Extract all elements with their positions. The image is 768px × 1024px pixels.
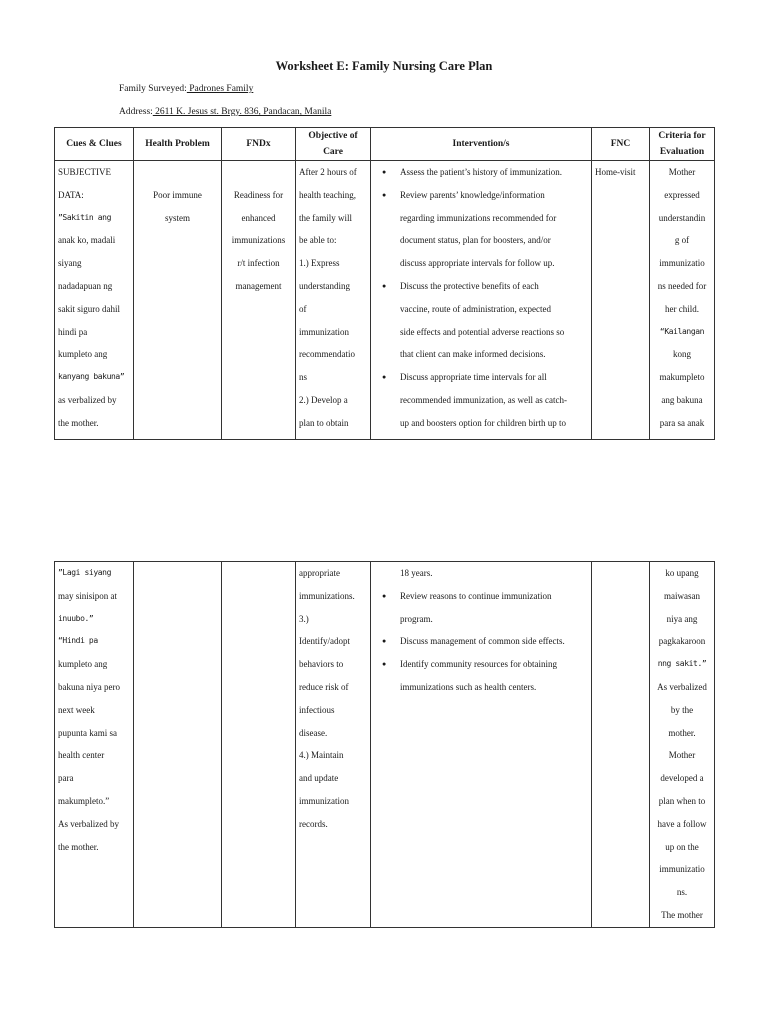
intervention-line: up and boosters option for children birth up to xyxy=(400,417,566,428)
intervention-line: side effects and potential adverse reactions so xyxy=(400,326,565,337)
intervention-item: ● Review reasons to continue immunization xyxy=(400,585,588,608)
text-line: “Hindi pa xyxy=(58,636,98,646)
intervention-line: that client can make informed decisions. xyxy=(400,349,546,360)
interventions-cell xyxy=(371,161,592,440)
header-criteria: Criteria for Evaluation xyxy=(650,128,715,161)
text-line: 4.) Maintain xyxy=(299,750,344,761)
criteria-cell xyxy=(650,161,715,440)
text-line: have a follow xyxy=(657,818,707,829)
text-line: nadadapuan ng xyxy=(58,280,113,291)
health-problem-cell xyxy=(134,562,222,928)
intervention-item: ● Assess the patient’s history of immunization. xyxy=(400,161,588,184)
fnc-cell xyxy=(592,562,650,928)
intervention-item: ● Review parents’ knowledge/information xyxy=(400,184,588,207)
text-line: As verbalized xyxy=(657,681,707,692)
family-surveyed-line xyxy=(119,84,253,94)
text-line: understandin xyxy=(658,212,706,223)
text-line: developed a xyxy=(660,773,704,784)
intervention-line: vaccine, route of administration, expected xyxy=(400,303,551,314)
text-line: immunization xyxy=(299,326,349,337)
text-line: r/t infection xyxy=(237,258,280,269)
text-line: of xyxy=(299,303,307,314)
header-row xyxy=(55,128,715,161)
text-line: records. xyxy=(299,818,328,829)
text-line: by the xyxy=(670,704,694,715)
text-line: as verbalized by xyxy=(58,394,117,405)
text-line: ns xyxy=(299,372,308,383)
text-line: kumpleto ang xyxy=(58,659,108,670)
header-cues: Cues & Clues xyxy=(55,128,134,161)
text-line xyxy=(137,161,218,184)
text-line: niya ang xyxy=(666,613,698,624)
cues-cell xyxy=(55,562,134,928)
text-line: maiwasan xyxy=(664,590,700,601)
text-line: immunizations. xyxy=(299,590,355,601)
header-fndx: FNDx xyxy=(222,128,296,161)
text-line: ang bakuna xyxy=(661,394,703,405)
intervention-line: immunizations such as health centers. xyxy=(400,681,537,692)
family-surveyed-label: Family Surveyed: xyxy=(119,84,187,94)
text-line: kanyang bakuna” xyxy=(58,372,125,382)
text-line: her child. xyxy=(665,303,699,314)
text-line: health center xyxy=(58,750,105,761)
text-line: enhanced xyxy=(241,212,276,223)
text-line: next week xyxy=(58,704,95,715)
text-line: 2.) Develop a xyxy=(299,394,348,405)
health-problem-cell xyxy=(134,161,222,440)
care-plan-table-1 xyxy=(54,127,715,440)
header-objective: Objective of Care xyxy=(296,128,371,161)
care-plan-table-2 xyxy=(54,561,715,928)
objective-cell xyxy=(296,562,371,928)
criteria-cell xyxy=(650,562,715,928)
text-line: inuubo.” xyxy=(58,613,94,623)
text-line: “Kailangan xyxy=(659,326,705,336)
intervention-line: recommended immunization, as well as catch- xyxy=(400,394,567,405)
text-line: may sinisipon at xyxy=(58,590,117,601)
text-line: ko upang xyxy=(665,568,699,578)
text-line: As verbalized by xyxy=(58,818,119,829)
text-line: Identify/adopt xyxy=(299,636,350,647)
text-line: plan when to xyxy=(658,795,706,806)
text-line: makumpleto.” xyxy=(58,795,110,806)
text-line: ns needed for xyxy=(657,280,707,291)
text-line: nng sakit.” xyxy=(657,659,707,669)
text-line: the mother. xyxy=(58,841,99,852)
text-line: pagkakaroon xyxy=(658,636,706,647)
intervention-line: program. xyxy=(400,613,433,624)
text-line: After 2 hours of xyxy=(299,167,357,177)
text-line: infectious xyxy=(299,704,335,715)
interventions-cell xyxy=(371,562,592,928)
table-row xyxy=(55,161,715,440)
text-line: ns. xyxy=(676,887,688,898)
text-line: ”Lagi siyang xyxy=(58,568,111,577)
fndx-cell xyxy=(222,161,296,440)
text-line: ”Sakitin ang xyxy=(58,212,111,222)
text-line: immunization xyxy=(299,795,349,806)
text-line: up on the xyxy=(665,841,699,852)
text-line: recommendatio xyxy=(299,349,355,360)
text-line: reduce risk of xyxy=(299,681,349,692)
text-line: appropriate xyxy=(299,568,340,578)
text-line: DATA: xyxy=(58,189,84,200)
text-line: Mother xyxy=(668,750,696,761)
text-line: para xyxy=(58,773,74,784)
text-line: immunizatio xyxy=(659,864,705,875)
text-line: sakit siguro dahil xyxy=(58,303,120,314)
text-line: siyang xyxy=(58,258,82,269)
text-line: plan to obtain xyxy=(299,417,349,428)
text-line: pupunta kami sa xyxy=(58,727,117,738)
text-line: behaviors to xyxy=(299,659,344,670)
text-line: the family will xyxy=(299,212,352,223)
text-line: kumpleto ang xyxy=(58,349,108,360)
intervention-item: ● Discuss management of common side effects. xyxy=(400,630,588,653)
text-line: management xyxy=(235,280,282,291)
text-line: Readiness for xyxy=(233,189,284,200)
text-line: the mother. xyxy=(58,417,99,428)
intervention-line: document status, plan for boosters, and/or xyxy=(400,235,551,246)
text-line: 1.) Express xyxy=(299,258,340,269)
intervention-line: 18 years. xyxy=(400,568,433,578)
intervention-item: ● Identify community resources for obtaining xyxy=(400,653,588,676)
intervention-line: regarding immunizations recommended for xyxy=(400,212,557,223)
address-value: 2611 K. Jesus st. Brgy. 836, Pandacan, Manila xyxy=(152,107,332,117)
cues-cell xyxy=(55,161,134,440)
text-line: system xyxy=(164,212,190,223)
intervention-line: discuss appropriate intervals for follow up. xyxy=(400,258,555,269)
family-surveyed-value: Padrones Family xyxy=(186,84,254,94)
text-line: SUBJECTIVE xyxy=(58,167,112,177)
text-line: understanding xyxy=(299,280,350,291)
address-label: Address: xyxy=(119,107,153,117)
text-line: Poor immune xyxy=(153,189,202,200)
page-title: Worksheet E: Family Nursing Care Plan xyxy=(275,59,493,73)
text-line: be able to: xyxy=(299,235,337,246)
intervention-item: ● Discuss appropriate time intervals for all xyxy=(400,366,588,389)
text-line: immunizatio xyxy=(659,258,705,269)
text-line: The mother xyxy=(661,909,703,920)
text-line: para sa anak xyxy=(659,417,705,428)
text-line: kong xyxy=(673,349,691,360)
address-line xyxy=(119,107,331,117)
fnc-cell xyxy=(592,161,650,440)
text-line: and update xyxy=(299,773,339,784)
table-row xyxy=(55,562,715,928)
text-line: health teaching, xyxy=(299,189,356,200)
text-line: Home-visit xyxy=(595,167,636,177)
text-line: disease. xyxy=(299,727,328,738)
text-line: bakuna niya pero xyxy=(58,681,120,692)
text-line: immunizations xyxy=(231,235,286,246)
text-line: g of xyxy=(674,235,690,246)
header-fnc: FNC xyxy=(592,128,650,161)
objective-cell xyxy=(296,161,371,440)
text-line: expressed xyxy=(664,189,700,200)
text-line: mother. xyxy=(668,727,696,738)
header-health-problem: Health Problem xyxy=(134,128,222,161)
text-line: hindi pa xyxy=(58,326,88,337)
text-line: Mother xyxy=(668,167,696,177)
text-line: anak ko, madali xyxy=(58,235,116,246)
text-line: 3.) xyxy=(299,613,309,624)
fndx-cell xyxy=(222,562,296,928)
text-line xyxy=(225,161,292,184)
text-line: makumpleto xyxy=(659,372,705,383)
intervention-item: ● Discuss the protective benefits of each xyxy=(400,275,588,298)
header-interventions: Intervention/s xyxy=(371,128,592,161)
